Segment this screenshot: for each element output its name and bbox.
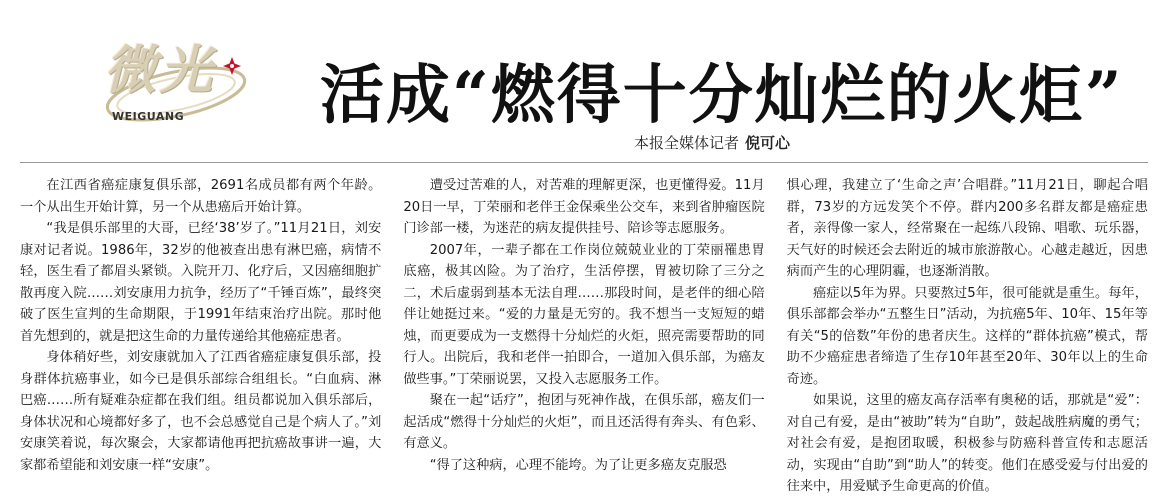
paragraph: 癌症以5年为界。只要熬过5年，很可能就是重生。每年，俱乐部都会举办“五整生日”活动，为抗癌5年、10年、15年等有关“5的倍数”年份的患者庆生。这样的“群体抗癌”模式，帮助不少癌症患者缔造了生存10年甚至20年、30年以上的生命奇迹。 <box>786 285 1148 387</box>
byline-label: 本报全媒体记者 <box>633 134 739 152</box>
article-headline: 活成“燃得十分灿烂的火炬” <box>320 58 1124 133</box>
paragraph: 聚在一起“话疗”，抱团与死神作战，在俱乐部，癌友们一起活成“燃得十分灿烂的火炬”，而且还活得有奔头、有色彩、有意义。 <box>403 393 765 451</box>
paragraph: 2007年，一辈子都在工作岗位兢兢业业的丁荣丽罹患胃底癌，极其凶险。为了治疗，生活停摆，胃被切除了三分之二，术后虚弱到基本无法自理……那段时间，是老伴的细心陪伴让她挺过来。“爱的力量是无穷的。我不想当一支短短的蜡烛，而更要成为一支燃得十分灿烂的火炬，照亮需要帮助的同行人。出院后，我和老伴一拍即合，一道加入俱乐部，为癌友做些事。”丁荣丽说罢，又投入志愿服务工作。 <box>403 242 765 387</box>
header-divider <box>20 162 1148 163</box>
article-column-1 <box>20 175 382 473</box>
logo-main-text: 微光 <box>104 40 217 101</box>
article-column-2 <box>403 175 765 473</box>
article-column-3 <box>786 175 1148 494</box>
paragraph: “得了这种病，心理不能垮。为了让更多癌友克服恐 <box>429 457 727 473</box>
paragraph: 身体稍好些，刘安康就加入了江西省癌症康复俱乐部，投身群体抗癌事业，如今已是俱乐部综合组组长。“白血病、淋巴癌……所有疑难杂症都在我们组。组员都说加入俱乐部后，身体状况和心境都好多了，也不会总感觉自己是个病人了。”刘安康笑着说，每次聚会，大家都请他再把抗癌故事讲一遍，大家都希望能和刘安康一样“安康”。 <box>20 350 382 473</box>
weiguang-logo <box>98 24 258 134</box>
paragraph: 如果说，这里的癌友高存活率有奥秘的话，那就是“爱”：对自己有爱，是由“被助”转为“自助”，鼓起战胜病魔的勇气；对社会有爱，是抱团取暖，积极参与防癌科普宣传和志愿活动，实现由“自助”到“助人”的转变。他们在感受爱与付出爱的往来中，用爱赋予生命更高的价值。 <box>786 393 1148 494</box>
logo-sub-text: WEIGUANG <box>112 110 185 123</box>
paragraph: “我是俱乐部里的大哥，已经‘38’岁了。”11月21日，刘安康对记者说。1986年，32岁的他被查出患有淋巴癌，病情不轻，医生看了都眉头紧锁。入院开刀、化疗后，又因癌细胞扩散再度入院……刘安康用力抗争，经历了“千锤百炼”，最终突破了医生宣判的生命期限，于1991年结束治疗出院。那时他首先想到的，就是把这生命的力量传递给其他癌症患者。 <box>20 221 382 344</box>
paragraph: 遭受过苦难的人，对苦难的理解更深，也更懂得爱。11月20日一早，丁荣丽和老伴王金保乘坐公交车，来到省肿瘤医院门诊部一楼，为迷茫的病友提供挂号、陪诊等志愿服务。 <box>403 178 765 236</box>
reporter-name: 倪可心 <box>744 134 790 152</box>
paragraph: 在江西省癌症康复俱乐部，2691名成员都有两个年龄。一个从出生开始计算，另一个从患癌后开始计算。 <box>20 178 382 215</box>
paragraph: 惧心理，我建立了‘生命之声’合唱群。”11月21日，聊起合唱群，73岁的方远发笑个不停。群内200多名群友都是癌症患者，亲得像一家人，经常聚在一起练八段锦、唱歌、玩乐器，天气好的时候还会去附近的城市旅游散心。心越走越近，因患病而产生的心理阴霾，也逐渐消散。 <box>786 178 1148 279</box>
byline <box>634 132 790 153</box>
article-body <box>20 175 1148 494</box>
